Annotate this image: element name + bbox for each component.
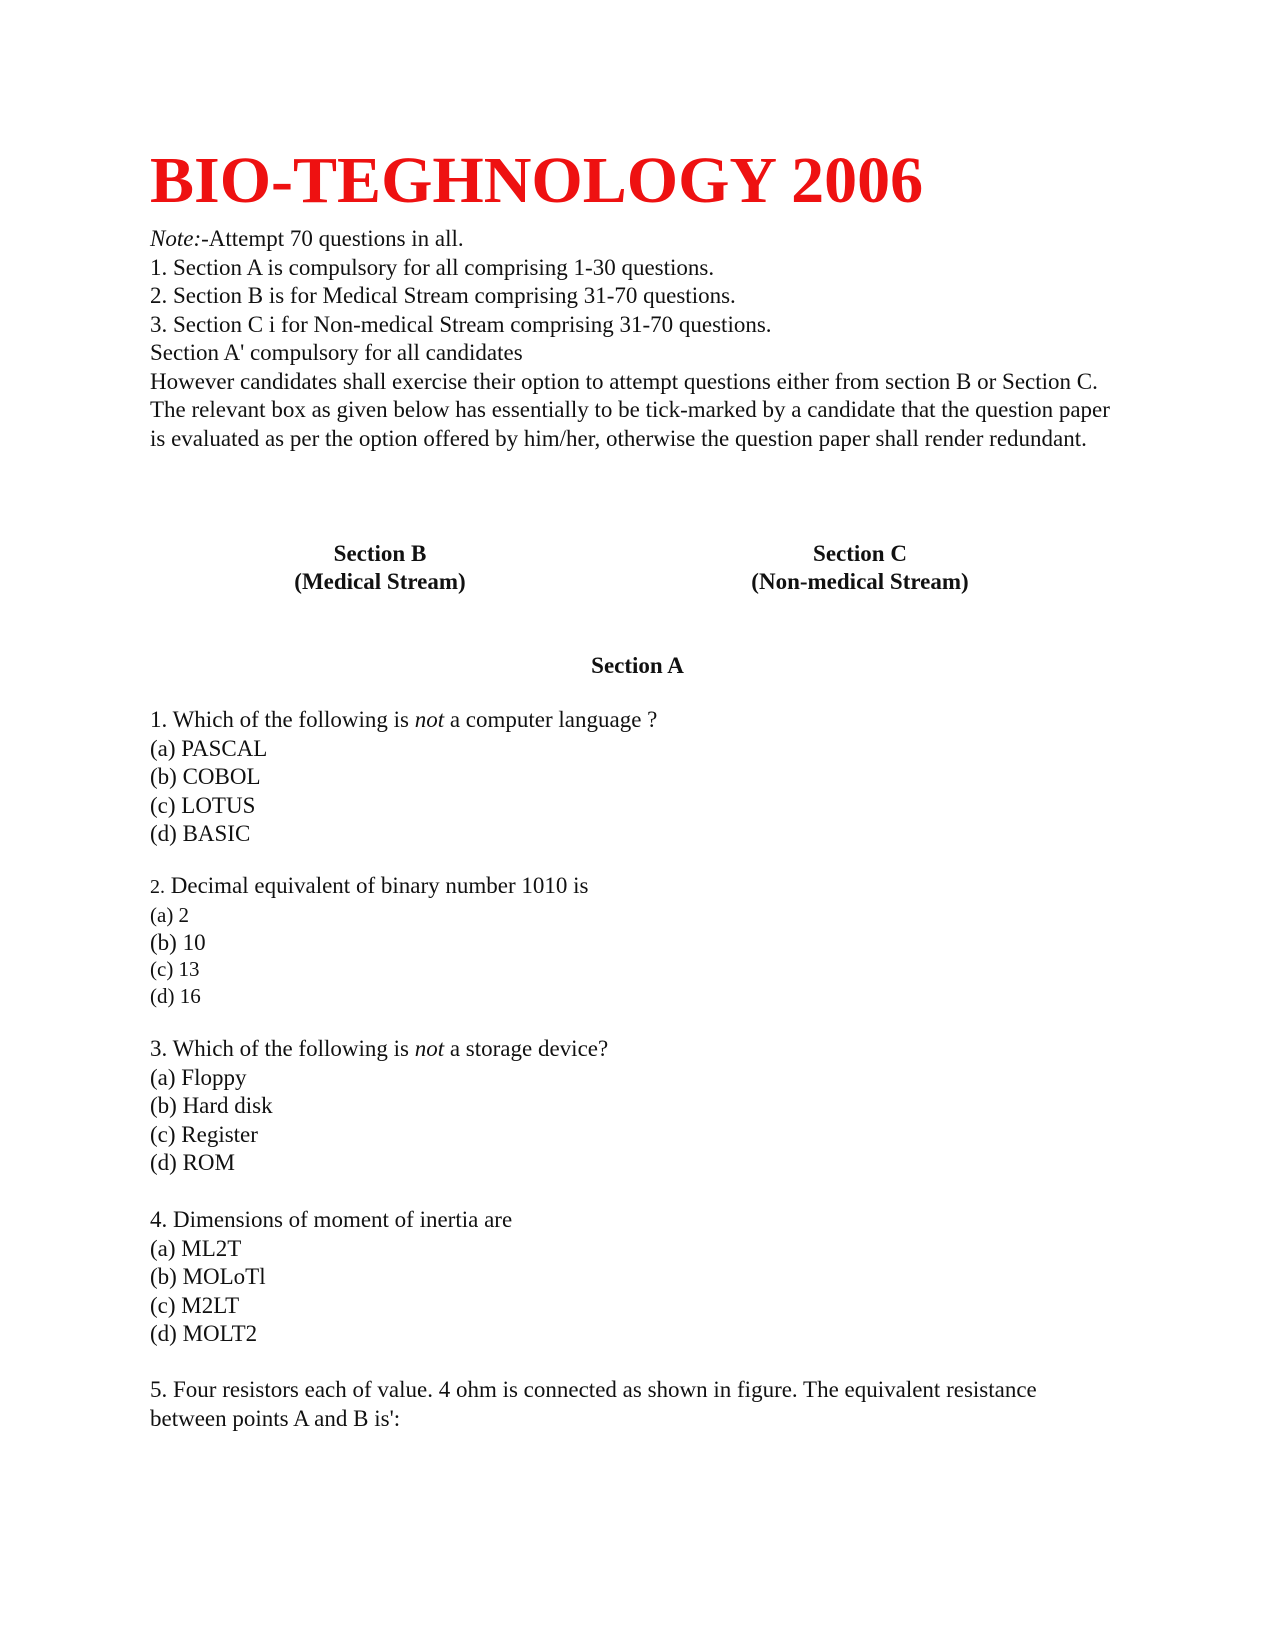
question-4 bbox=[150, 1206, 1110, 1349]
question-stem bbox=[150, 872, 1110, 902]
stem-text: a storage device? bbox=[444, 1036, 609, 1061]
answer-option: (d) BASIC bbox=[150, 821, 251, 846]
answer-option: (a) Floppy bbox=[150, 1064, 247, 1090]
stem-text: Which of the following is bbox=[172, 707, 415, 732]
answer-option: (c) Register bbox=[150, 1121, 258, 1147]
section-b-option bbox=[280, 540, 480, 596]
answer-option: (b) MOLoTl bbox=[150, 1264, 266, 1289]
answer-option: (c) M2LT bbox=[150, 1292, 240, 1318]
note-item: 3. Section C i for Non-medical Stream comprising 31-70 questions. bbox=[150, 311, 772, 337]
answer-option: (b) 10 bbox=[150, 929, 206, 955]
stem-text: Decimal equivalent of binary number 1010 is bbox=[170, 873, 589, 898]
option-line: However candidates shall exercise their option to attempt questions either from section B or Section C. bbox=[150, 368, 1098, 394]
answer-option: (c) 13 bbox=[150, 956, 200, 981]
note-line bbox=[150, 225, 1110, 254]
stem-text: a computer language ? bbox=[444, 707, 658, 732]
question-number: 4. bbox=[150, 1207, 168, 1232]
question-number: 2. bbox=[150, 876, 165, 898]
section-a-compulsory-line: Section A' compulsory for all candidates bbox=[150, 340, 523, 365]
note-label: Note: bbox=[150, 226, 202, 251]
note-text: -Attempt 70 questions in all. bbox=[201, 226, 464, 251]
section-c-subtitle: (Non-medical Stream) bbox=[751, 569, 969, 594]
instructions bbox=[150, 225, 1110, 453]
question-stem bbox=[150, 1035, 1110, 1064]
answer-option: (d) 16 bbox=[150, 983, 201, 1008]
note-item: 2. Section B is for Medical Stream comprising 31-70 questions. bbox=[150, 283, 736, 308]
answer-option: (d) ROM bbox=[150, 1150, 235, 1175]
question-2 bbox=[150, 872, 1110, 1010]
answer-option: (a) 2 bbox=[150, 902, 190, 927]
stem-text: Four resistors each of value. 4 ohm is connected as shown in figure. The equivalent resistance between points A and B is': bbox=[150, 1377, 1037, 1431]
stem-emphasis: not bbox=[414, 707, 445, 732]
answer-option: (a) ML2T bbox=[150, 1235, 242, 1261]
question-number: 1. bbox=[150, 707, 168, 732]
stem-text: Which of the following is bbox=[172, 1036, 415, 1061]
section-c-title: Section C bbox=[813, 541, 907, 566]
question-number: 3. bbox=[150, 1036, 168, 1061]
question-stem bbox=[150, 1206, 1110, 1235]
question-stem bbox=[150, 1376, 1110, 1433]
section-c-option bbox=[735, 540, 985, 596]
answer-option: (d) MOLT2 bbox=[150, 1321, 258, 1346]
stem-emphasis: not bbox=[414, 1036, 445, 1061]
question-stem bbox=[150, 706, 1110, 735]
section-a-heading: Section A bbox=[591, 653, 684, 678]
question-5 bbox=[150, 1376, 1110, 1433]
stem-text: Dimensions of moment of inertia are bbox=[173, 1207, 513, 1232]
question-1 bbox=[150, 706, 1110, 849]
relevant-box-line: The relevant box as given below has essentially to be tick-marked by a candidate that the question paper is evaluated as per the option offered by him/her, otherwise the question paper shall render redundant. bbox=[150, 397, 1110, 451]
question-number: 5. bbox=[150, 1377, 168, 1402]
answer-option: (b) COBOL bbox=[150, 764, 261, 789]
note-item: 1. Section A is compulsory for all comprising 1-30 questions. bbox=[150, 254, 715, 280]
answer-option: (a) PASCAL bbox=[150, 735, 268, 761]
answer-option: (c) LOTUS bbox=[150, 792, 256, 818]
section-b-subtitle: (Medical Stream) bbox=[294, 569, 466, 594]
question-3 bbox=[150, 1035, 1110, 1178]
document-title: BIO-TEGHNOLOGY 2006 bbox=[150, 144, 924, 217]
section-b-title: Section B bbox=[333, 541, 427, 566]
answer-option: (b) Hard disk bbox=[150, 1093, 273, 1118]
